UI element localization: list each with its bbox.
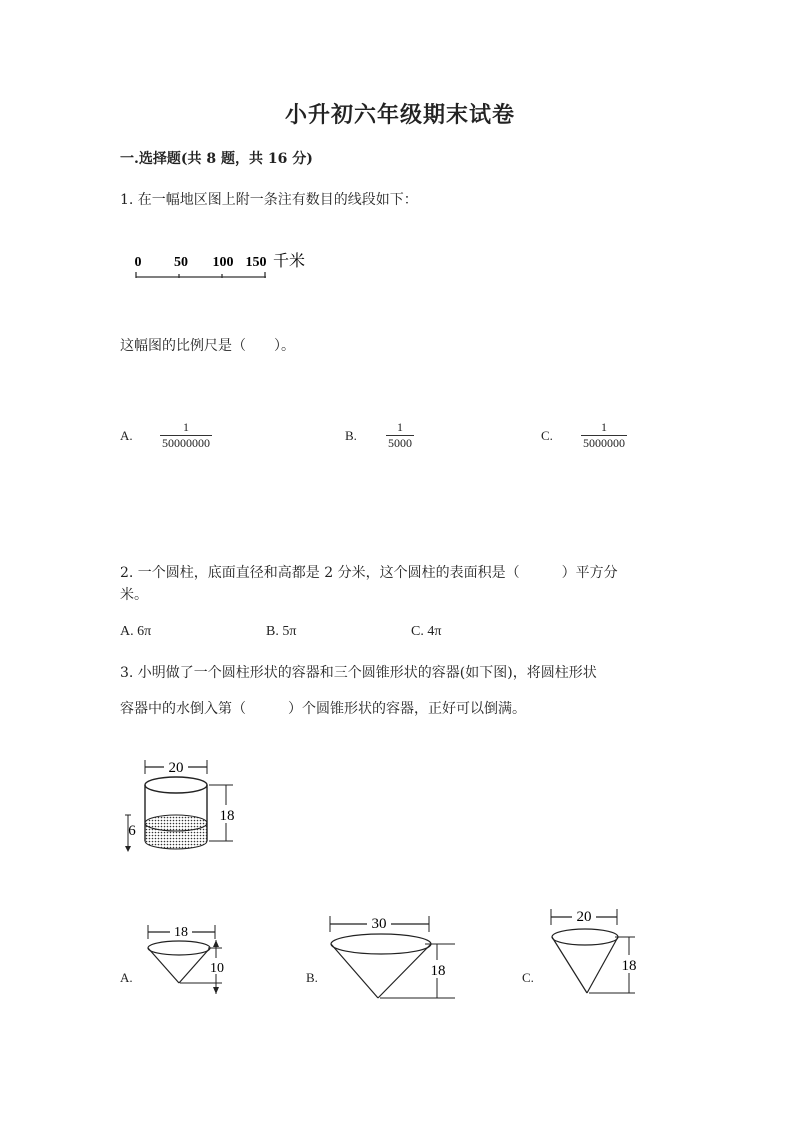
option-label: B. — [345, 428, 357, 443]
cone-b-figure[interactable] — [325, 910, 460, 1005]
cone-a-diameter: 18 — [174, 925, 188, 940]
q2-option-b[interactable]: B. 5π — [266, 624, 297, 639]
scale-tick-150: 150 — [245, 255, 267, 270]
cylinder-height: 18 — [219, 808, 235, 824]
fraction: $\frac{1}{50000000}$ — [162, 420, 210, 450]
cone-c-diameter: 20 — [576, 909, 592, 925]
fraction: $\frac{1}{5000}$ — [388, 420, 412, 450]
scale-bar-figure — [128, 245, 328, 285]
cylinder-figure — [118, 753, 248, 863]
option-label: A. — [120, 428, 133, 443]
scale-unit: 千米 — [273, 251, 306, 270]
section-heading: 一.选择题(共 8 题，共 16 分) — [120, 151, 313, 167]
scale-tick-50: 50 — [174, 255, 188, 270]
cone-a-label[interactable]: A. — [120, 970, 133, 985]
cone-c-height: 18 — [621, 958, 637, 974]
cylinder-diameter: 20 — [168, 760, 184, 776]
q1-stem: 1. 在一幅地区图上附一条注有数目的线段如下： — [120, 192, 418, 208]
q3-stem-line2: 容器中的水倒入第（ ）个圆锥形状的容器，正好可以倒满。 — [120, 701, 526, 717]
q2-stem-line1: 2. 一个圆柱，底面直径和高都是 2 分米，这个圆柱的表面积是（ ）平方分 — [120, 565, 618, 581]
q2-option-c[interactable]: C. 4π — [411, 624, 442, 639]
cone-b-label[interactable]: B. — [306, 970, 318, 985]
cylinder-water-level: 6 — [128, 823, 136, 839]
cone-a-figure[interactable] — [140, 920, 240, 1002]
q1-question: 这幅图的比例尺是（ ）。 — [120, 338, 295, 354]
cone-b-diameter: 30 — [371, 916, 387, 932]
cone-a-height: 10 — [210, 961, 224, 976]
fraction: $\frac{1}{5000000}$ — [583, 420, 625, 450]
option-label: C. — [541, 428, 553, 443]
q3-stem-line1: 3. 小明做了一个圆柱形状的容器和三个圆锥形状的容器(如下图)，将圆柱形状 — [120, 665, 597, 681]
q2-stem-line2: 米。 — [120, 587, 148, 603]
cone-c-figure[interactable] — [545, 905, 645, 1000]
scale-tick-100: 100 — [212, 255, 234, 270]
page-title: 小升初六年级期末试卷 — [284, 102, 515, 128]
cone-c-label[interactable]: C. — [522, 970, 534, 985]
cone-b-height: 18 — [430, 963, 446, 979]
scale-tick-0: 0 — [134, 255, 142, 270]
q2-option-a[interactable]: A. 6π — [120, 624, 152, 639]
